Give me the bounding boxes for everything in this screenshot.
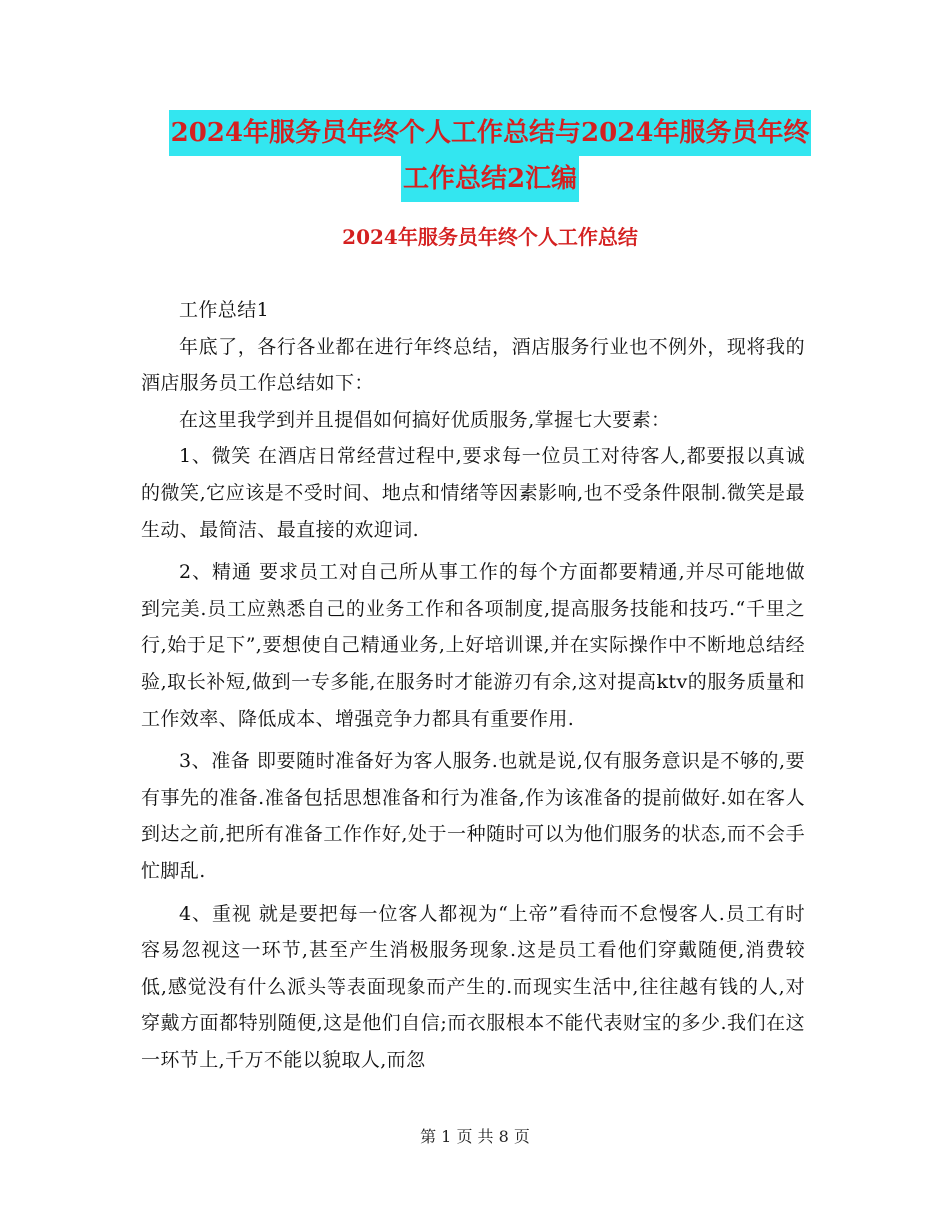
title-line-2: 工作总结2汇编 [401,156,579,202]
paragraph-smile: 1、微笑 在酒店日常经营过程中,要求每一位员工对待客人,都要报以真诚的微笑,它应该是不受时间、地点和情绪等因素影响,也不受条件限制.微笑是最生动、最简洁、最直接的欢迎词. [141,445,805,541]
paragraph-attention: 4、重视 就是要把每一位客人都视为“上帝”看待而不怠慢客人.员工有时容易忽视这一环节,甚至产生消极服务现象.这是员工看他们穿戴随便,消费较低,感觉没有什么派头等表面现象而产生的.而现实生活中,往往越有钱的人,对穿戴方面都特别随便,这是他们自信;而衣服根本不能代表财宝的多少.我们在这一环节上,千万不能以貌取人,而忽 [141,902,805,1071]
paragraph-preparation: 3、准备 即要随时准备好为客人服务.也就是说,仅有服务意识是不够的,要有事先的准备.准备包括思想准备和行为准备,作为该准备的提前做好.如在客人到达之前,把所有准备工作作好,处于一种随时可以为他们服务的状态,而不会手忙脚乱. [141,750,805,882]
section-title: 2024年服务员年终个人工作总结 [342,225,638,249]
page-number: 第 1 页 共 8 页 [420,1127,530,1146]
paragraph-intro: 年底了，各行各业都在进行年终总结，酒店服务行业也不例外，现将我的酒店服务员工作总结如下： [141,335,805,395]
paragraph-proficiency: 2、精通 要求员工对自己所从事工作的每个方面都要精通,并尽可能地做到完美.员工应熟悉自己的业务工作和各项制度,提高服务技能和技巧.“千里之行,始于足下”,要想使自己精通业务,上好培训课,并在实际操作中不断地总结经验,取长补短,做到一专多能,在服务时才能游刃有余,这对提高ktv的服务质量和工作效率、降低成本、增强竞争力都具有重要作用. [141,561,805,730]
paragraph-work-summary-label: 工作总结1 [179,299,270,321]
document-title [140,110,840,202]
document-body [141,292,805,1078]
paragraph-seven-elements: 在这里我学到并且提倡如何搞好优质服务,掌握七大要素： [179,408,671,431]
title-line-1: 2024年服务员年终个人工作总结与2024年服务员年终 [169,110,812,156]
